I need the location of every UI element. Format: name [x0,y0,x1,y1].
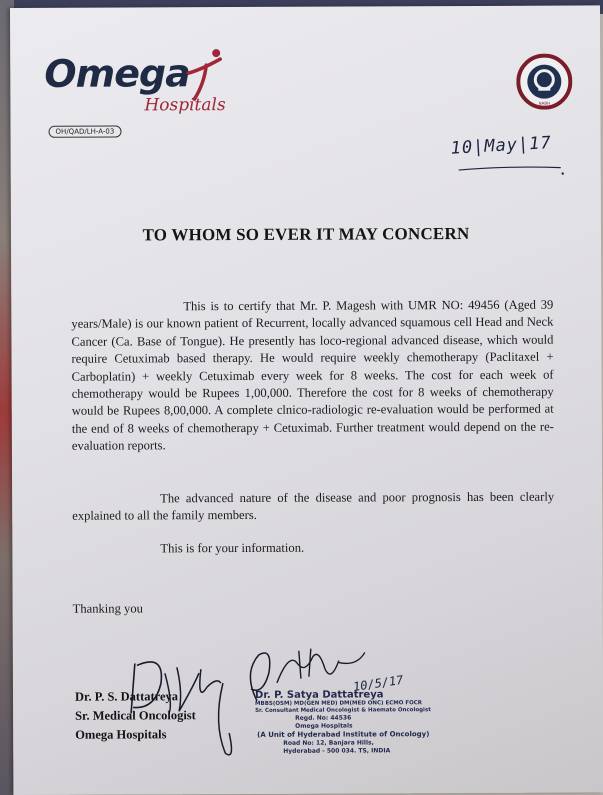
body-paragraph-2 [72,489,554,526]
stamp-name: Dr. P. Satya Dattatreya [254,689,384,701]
stamp-handwritten-date: 10/5/17 [352,672,405,694]
date-underline [457,164,567,176]
body-paragraph-3 [72,539,554,559]
body-paragraph-1 [71,297,554,456]
form-code: OH/QAD/LH-A-03 [49,126,122,138]
letter-page [10,5,603,795]
stamp-designation: Sr. Consultant Medical Oncologist & Haemato Oncologist [255,707,431,714]
omega-hospitals-logo [44,47,244,128]
signatory-title: Sr. Medical Oncologist [75,708,196,723]
stamp-unit: (A Unit of Hyderabad Institute of Oncology) [257,730,430,739]
handwritten-date: 10|May|17 [450,133,553,159]
stamp-reg-no: Regd. No: 44536 [295,714,352,722]
stamp-address-1: Road No: 12, Banjara Hills, [283,739,374,747]
closing-line: Thanking you [72,601,143,616]
paragraph-2-text: The advanced nature of the disease and poor prognosis has been clearly explained to all the family members. [72,489,555,524]
stamp-qualifications: MBBS(OSM) MD(GEN MED) DM(MED ONC) ECMO FOCR [255,700,423,707]
logo-subtitle: Hospitals [144,95,226,116]
paragraph-1-text: This is to certify that Mr. P. Magesh with UMR NO: 49456 (Aged 39 years/Male) is our known patient of Recurrent, locally advanced squamous cell Head and Neck Cancer (Ca. Base of Tongue). He presently has loco-regional advanced disease, which would require Cetuximab based therapy. He would require weekly chemotherapy (Paclitaxel + Carboplatin) + weekly Cetuximab every week for 8 weeks. The cost for each week of chemotherapy would be Rupees 1,00,000. Therefore the cost for 8 weeks of chemotherapy would be Rupees 8,00,000. A complete clnico-radiologic re-evaluation would be performed at the end of 8 weeks of chemotherapy + Cetuximab. Further treatment would depend on the re-evaluation reports. [71,297,554,453]
nabh-seal-icon [516,54,572,110]
signatory-org: Omega Hospitals [75,727,167,742]
signatory-name: Dr. P. S. Dattatreya [74,689,179,704]
paragraph-3-text: This is for your information. [160,540,305,556]
letter-heading: TO WHOM SO EVER IT MAY CONCERN [142,223,470,245]
logo-wordmark: Omega [44,51,190,96]
stamp-hospital: Omega Hospitals [295,722,353,730]
stamp-address-2: Hyderabad - 500 034. TS, INDIA [283,747,391,755]
svg-text:NABH: NABH [538,100,551,106]
signatory-block [75,687,196,745]
doctor-stamp [255,689,465,756]
